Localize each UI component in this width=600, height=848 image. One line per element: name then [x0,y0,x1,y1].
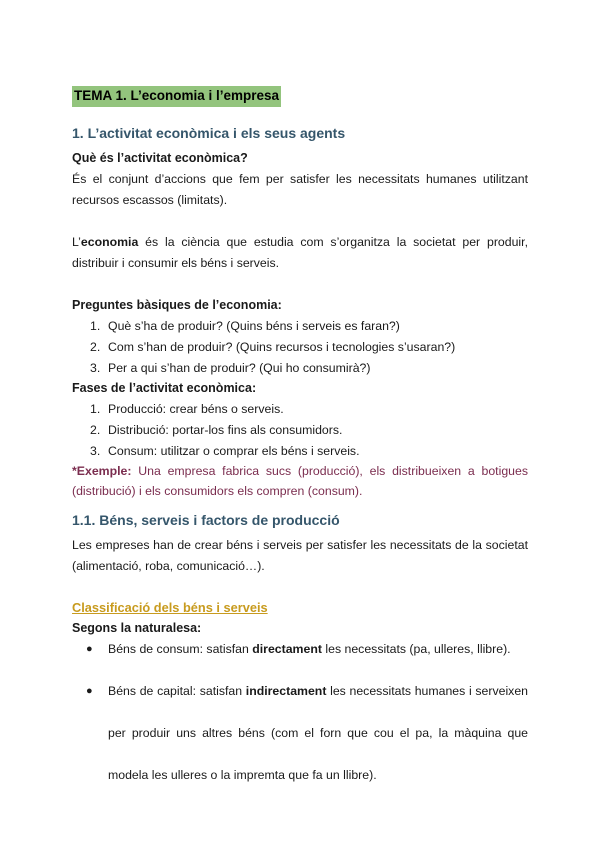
list-number: 1. [90,402,101,416]
capital-pre: Béns de capital: satisfan [108,684,246,698]
list-item [90,358,528,379]
list-number: 2. [90,340,101,354]
consum-post: les necessitats (pa, ulleres, llibre). [321,642,511,656]
preguntes-heading: Preguntes bàsiques de l’economia: [72,298,282,312]
fases-list [90,399,528,462]
definition-line-1: És el conjunt d’accions que fem per satisfer les necessitats humanes utilitzant [72,172,528,186]
capital-line-2: per produir uns altres béns (com el forn que cou el pa, la màquina que [108,726,528,740]
capital-line-3: modela les ulleres o la impremta que fa un llibre). [108,768,377,782]
list-number: 3. [90,361,101,375]
consum-pre: Béns de consum: satisfan [108,642,253,656]
list-text: Per a qui s’han de produir? (Qui ho consumirà?) [108,361,371,375]
economia-rest: és la ciència que estudia com s’organitza la societat per produir, [138,235,528,249]
list-number: 3. [90,444,101,458]
capital-post: les necessitats humanes i serveixen [326,684,529,698]
list-text: Producció: crear béns o serveis. [108,402,284,416]
economia-term: economia [80,235,139,249]
question-heading: Què és l’activitat econòmica? [72,151,248,165]
list-item-bens-capital [86,681,529,702]
bullet-icon: ● [86,643,93,655]
preguntes-list [90,316,528,379]
consum-bold: directament [252,642,322,656]
capital-bold: indirectament [245,684,327,698]
intro-line-1: Les empreses han de crear béns i serveis per satisfer les necessitats de la societat [72,538,528,552]
list-text: Què s’ha de produir? (Quins béns i serveis es faran?) [108,319,400,333]
list-item [90,441,528,462]
list-item-bens-consum [86,639,528,660]
definition-line-2: recursos escassos (limitats). [72,193,228,207]
list-text: Consum: utilitzar o comprar els béns i serveis. [108,444,360,458]
intro-line-2: (alimentació, roba, comunicació…). [72,559,265,573]
list-item [90,420,528,441]
economia-pre: L’ [72,235,81,249]
list-number: 2. [90,423,101,437]
exemple-line-1 [72,461,528,482]
classificacio-link[interactable]: Classificació dels béns i serveis [72,600,268,615]
section-heading-1-1: 1.1. Béns, serveis i factors de producció [72,512,340,528]
bullet-icon: ● [86,685,93,697]
exemple-text: Una empresa fabrica sucs (producció), els distribueixen a botigues [131,464,528,478]
fases-heading: Fases de l’activitat econòmica: [72,381,257,395]
section-heading-1: 1. L’activitat econòmica i els seus agents [72,125,346,141]
exemple-line-2: (distribució) i els consumidors els compren (consum). [72,484,363,498]
list-text: Distribució: portar-los fins als consumidors. [108,423,343,437]
list-item [90,399,528,420]
page-title: TEMA 1. L’economia i l’empresa [72,86,281,107]
list-text: Com s’han de produir? (Quins recursos i tecnologies s’usaran?) [108,340,456,354]
exemple-label: *Exemple: [72,464,132,478]
list-item [90,337,528,358]
list-number: 1. [90,319,101,333]
economia-line-2: distribuir i consumir els béns i serveis. [72,256,280,270]
list-item [90,316,528,337]
naturalesa-heading: Segons la naturalesa: [72,621,202,635]
economia-line-1 [72,232,528,253]
